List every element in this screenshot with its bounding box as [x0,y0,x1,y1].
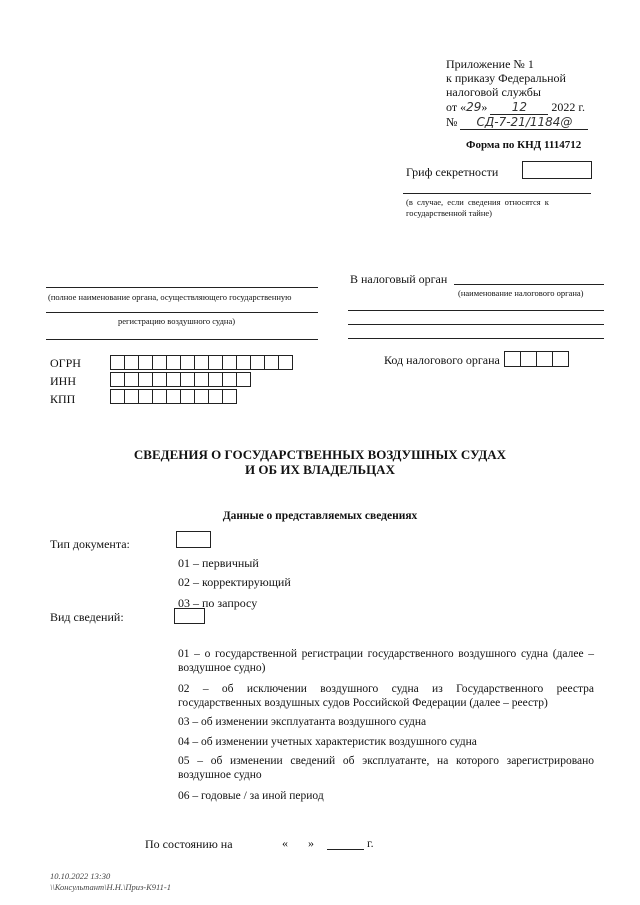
kpp-label: КПП [50,392,76,406]
section-subtitle: Данные о представляемых сведениях [222,510,418,522]
registrar-line-3[interactable] [46,339,318,340]
tax-code-cells[interactable] [504,351,568,367]
status-open-quote: « [282,836,288,850]
info-type-label: Вид сведений: [50,610,124,624]
appendix-line3: налоговой службы [446,85,541,99]
title-line2: И ОБ ИХ ВЛАДЕЛЬЦАХ [245,462,395,477]
tax-code-label: Код налогового органа [384,353,500,367]
ogrn-cells[interactable] [110,355,292,370]
appendix-line1: Приложение № 1 [446,57,534,71]
tax-authority-line-3[interactable] [348,324,604,325]
info-type-option-06: 06 – годовые / за иной период [178,790,324,802]
info-type-option-02: 02 – об исключении воздушного судна из Государственного реестра государственных воздушных судов Российской Федерации (далее – реестр) [178,683,594,709]
info-type-option-05: 05 – об изменении сведений об эксплуатанте, на которого зарегистрировано воздушное судно [178,755,594,781]
status-label: По состоянию на [145,837,233,851]
doc-type-option-03: 03 – по запросу [178,596,258,610]
date-day: 29 [466,100,482,114]
appendix-number [446,115,588,130]
secrecy-note-line1: (в случае, если сведения относятся к [406,197,549,207]
date-prefix: от « [446,100,467,114]
number-prefix: № [446,115,458,129]
kpp-cells[interactable] [110,389,236,404]
doc-type-option-01: 01 – первичный [178,556,259,570]
doc-type-box[interactable] [176,531,211,548]
footer-line2: \\Консультант\Н.Н.\Приз-К911-1 [50,882,171,892]
secrecy-box[interactable] [522,161,592,179]
inn-label: ИНН [50,374,76,388]
date-year: 2022 г. [551,100,585,114]
status-close-quote: » [308,836,314,850]
info-type-option-04: 04 – об изменении учетных характеристик воздушного судна [178,736,477,748]
appendix-date [446,100,585,115]
registrar-line-1[interactable] [46,287,318,288]
doc-type-option-02: 02 – корректирующий [178,575,291,589]
inn-cells[interactable] [110,372,250,387]
secrecy-underline [403,193,591,194]
doc-type-label: Тип документа: [50,537,130,551]
info-type-box[interactable] [174,608,205,624]
tax-authority-line-1[interactable] [454,284,604,285]
order-number: СД-7-21/1184@ [460,115,588,130]
status-year-suffix: г. [367,836,374,850]
info-type-option-01: 01 – о государственной регистрации государственного воздушного судна (далее – воздушное судно) [178,648,594,674]
tax-authority-label: В налоговый орган [350,272,448,286]
ogrn-label: ОГРН [50,356,81,370]
tax-authority-line-4[interactable] [348,338,604,339]
registrar-line-2[interactable] [46,312,318,313]
registrar-hint-line1: (полное наименование органа, осуществляющего государственную [48,292,292,302]
secrecy-note-line2: государственной тайне) [406,208,492,218]
registrar-hint-line2: регистрацию воздушного судна) [118,316,236,326]
tax-authority-hint: (наименование налогового органа) [458,288,584,298]
form-code: Форма по КНД 1114712 [466,139,582,151]
footer-line1: 10.10.2022 13:30 [50,871,111,881]
status-year-line[interactable] [327,849,364,850]
info-type-option-03: 03 – об изменении эксплуатанта воздушного судна [178,716,427,728]
date-mid: » [481,100,488,114]
title-line1: СВЕДЕНИЯ О ГОСУДАРСТВЕННЫХ ВОЗДУШНЫХ СУДАХ [133,447,507,462]
tax-authority-line-2[interactable] [348,310,604,311]
secrecy-label: Гриф секретности [406,165,499,179]
appendix-line2: к приказу Федеральной [446,71,566,85]
date-month: 12 [490,100,548,115]
